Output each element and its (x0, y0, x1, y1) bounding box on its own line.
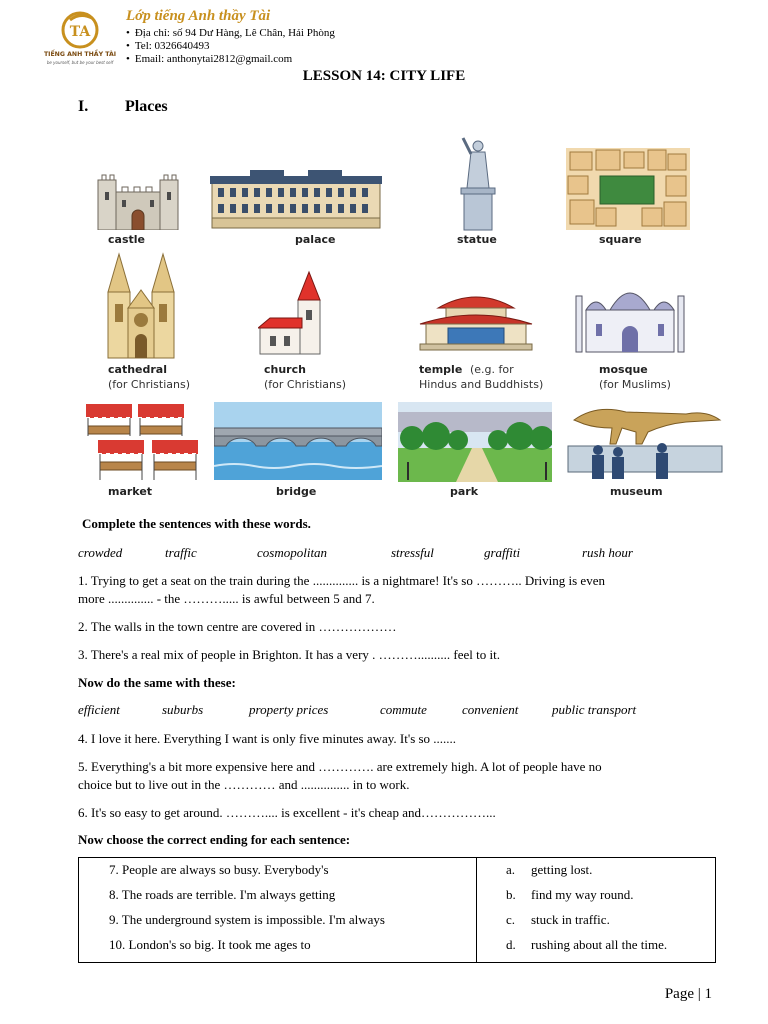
church-image (258, 270, 324, 356)
word-option: traffic (165, 545, 197, 560)
word-option: public transport (552, 702, 637, 717)
word-option: efficient (78, 702, 120, 717)
exercise-sentence: 3. There's a real mix of people in Brighton. It has a very . ……….......... feel to it. (78, 647, 500, 662)
sentence-ending: find my way round. (531, 887, 634, 902)
mosque-image (572, 276, 688, 354)
cathedral-image (104, 252, 178, 360)
square-image (566, 148, 690, 230)
place-label: church (264, 363, 306, 376)
word-option: rush hour (582, 545, 633, 560)
place-note: (for Christians) (264, 378, 346, 391)
ending-letter: d. (506, 937, 516, 952)
lesson-title: LESSON 14: CITY LIFE (302, 68, 466, 84)
ending-letter: a. (506, 862, 516, 877)
temple-image (418, 290, 534, 352)
exercise3-instruction: Now choose the correct ending for each sentence: (78, 832, 351, 847)
exercise-sentence: choice but to live out in the ………… and ............... in to work. (78, 777, 410, 792)
word-option: stressful (391, 545, 434, 560)
matching-table (78, 857, 716, 963)
place-note: (for Muslims) (599, 378, 671, 391)
section-title: Places (125, 98, 168, 115)
exercise1-instruction: Complete the sentences with these words. (82, 516, 311, 531)
svg-text:TIẾNG ANH THẦY TÀI: TIẾNG ANH THẦY TÀI (43, 51, 117, 58)
ending-letter: b. (506, 887, 516, 902)
email-line: • Email: anthonytai2812@gmail.com (126, 53, 292, 66)
exercise-sentence: 5. Everything's a bit more expensive here and …………. are extremely high. A lot of people have no (78, 759, 602, 774)
sentence-ending: stuck in traffic. (531, 912, 610, 927)
address-line: • Địa chỉ: số 94 Dư Hàng, Lê Chân, Hải Phòng (126, 27, 335, 40)
place-label: palace (295, 233, 336, 246)
exercise2-instruction: Now do the same with these: (78, 675, 236, 690)
school-name: Lớp tiếng Anh thầy Tài (126, 8, 271, 24)
word-option: convenient (462, 702, 519, 717)
table-divider (476, 858, 477, 962)
svg-text:be yourself, but be your best: be yourself, but be your best self (46, 60, 114, 65)
word-option: commute (380, 702, 427, 717)
park-image (398, 402, 552, 482)
word-option: property prices (249, 702, 329, 717)
word-option: graffiti (484, 545, 521, 560)
museum-image (566, 402, 724, 482)
place-label: museum (610, 485, 663, 498)
place-label: park (450, 485, 479, 498)
sentence-ending: getting lost. (531, 862, 593, 877)
exercise-sentence: 1. Trying to get a seat on the train during the .............. is a nightmare! It's so ……….. Driving is even (78, 573, 605, 588)
place-label: castle (108, 233, 145, 246)
palace-image (210, 168, 382, 230)
bridge-image (214, 402, 382, 480)
sentence-start: 7. People are always so busy. Everybody's (109, 862, 329, 877)
market-image (84, 402, 202, 482)
svg-text:TA: TA (69, 24, 91, 40)
word-option: crowded (78, 545, 123, 560)
place-label: market (108, 485, 153, 498)
sentence-start: 10. London's so big. It took me ages to (109, 937, 311, 952)
place-note-inline: (e.g. for (470, 363, 514, 376)
place-label: square (599, 233, 642, 246)
section-number: I. (78, 98, 89, 115)
exercise-sentence: 4. I love it here. Everything I want is only five minutes away. It's so ....... (78, 731, 457, 746)
place-label: mosque (599, 363, 648, 376)
exercise-sentence: 2. The walls in the town centre are covered in ……………… (78, 619, 397, 634)
place-label: cathedral (108, 363, 167, 376)
statue-image (458, 132, 498, 232)
exercise-sentence: 6. It's so easy to get around. ……….... is excellent - it's cheap and……………... (78, 805, 496, 820)
sentence-ending: rushing about all the time. (531, 937, 668, 952)
sentence-start: 9. The underground system is impossible. I'm always (109, 912, 385, 927)
word-option: suburbs (162, 702, 204, 717)
ending-letter: c. (506, 912, 516, 927)
castle-image (96, 172, 180, 230)
place-label: bridge (276, 485, 317, 498)
school-logo (40, 8, 120, 68)
place-note: (for Christians) (108, 378, 190, 391)
exercise-sentence: more .............. - the ………..... is awful between 5 and 7. (78, 591, 375, 606)
sentence-start: 8. The roads are terrible. I'm always getting (109, 887, 336, 902)
place-label: temple (419, 363, 463, 376)
page-number: Page | 1 (664, 986, 712, 1002)
phone-line: • Tel: 0326640493 (126, 40, 210, 53)
word-option: cosmopolitan (257, 545, 328, 560)
place-note: Hindus and Buddhists) (419, 378, 544, 391)
place-label: statue (457, 233, 497, 246)
